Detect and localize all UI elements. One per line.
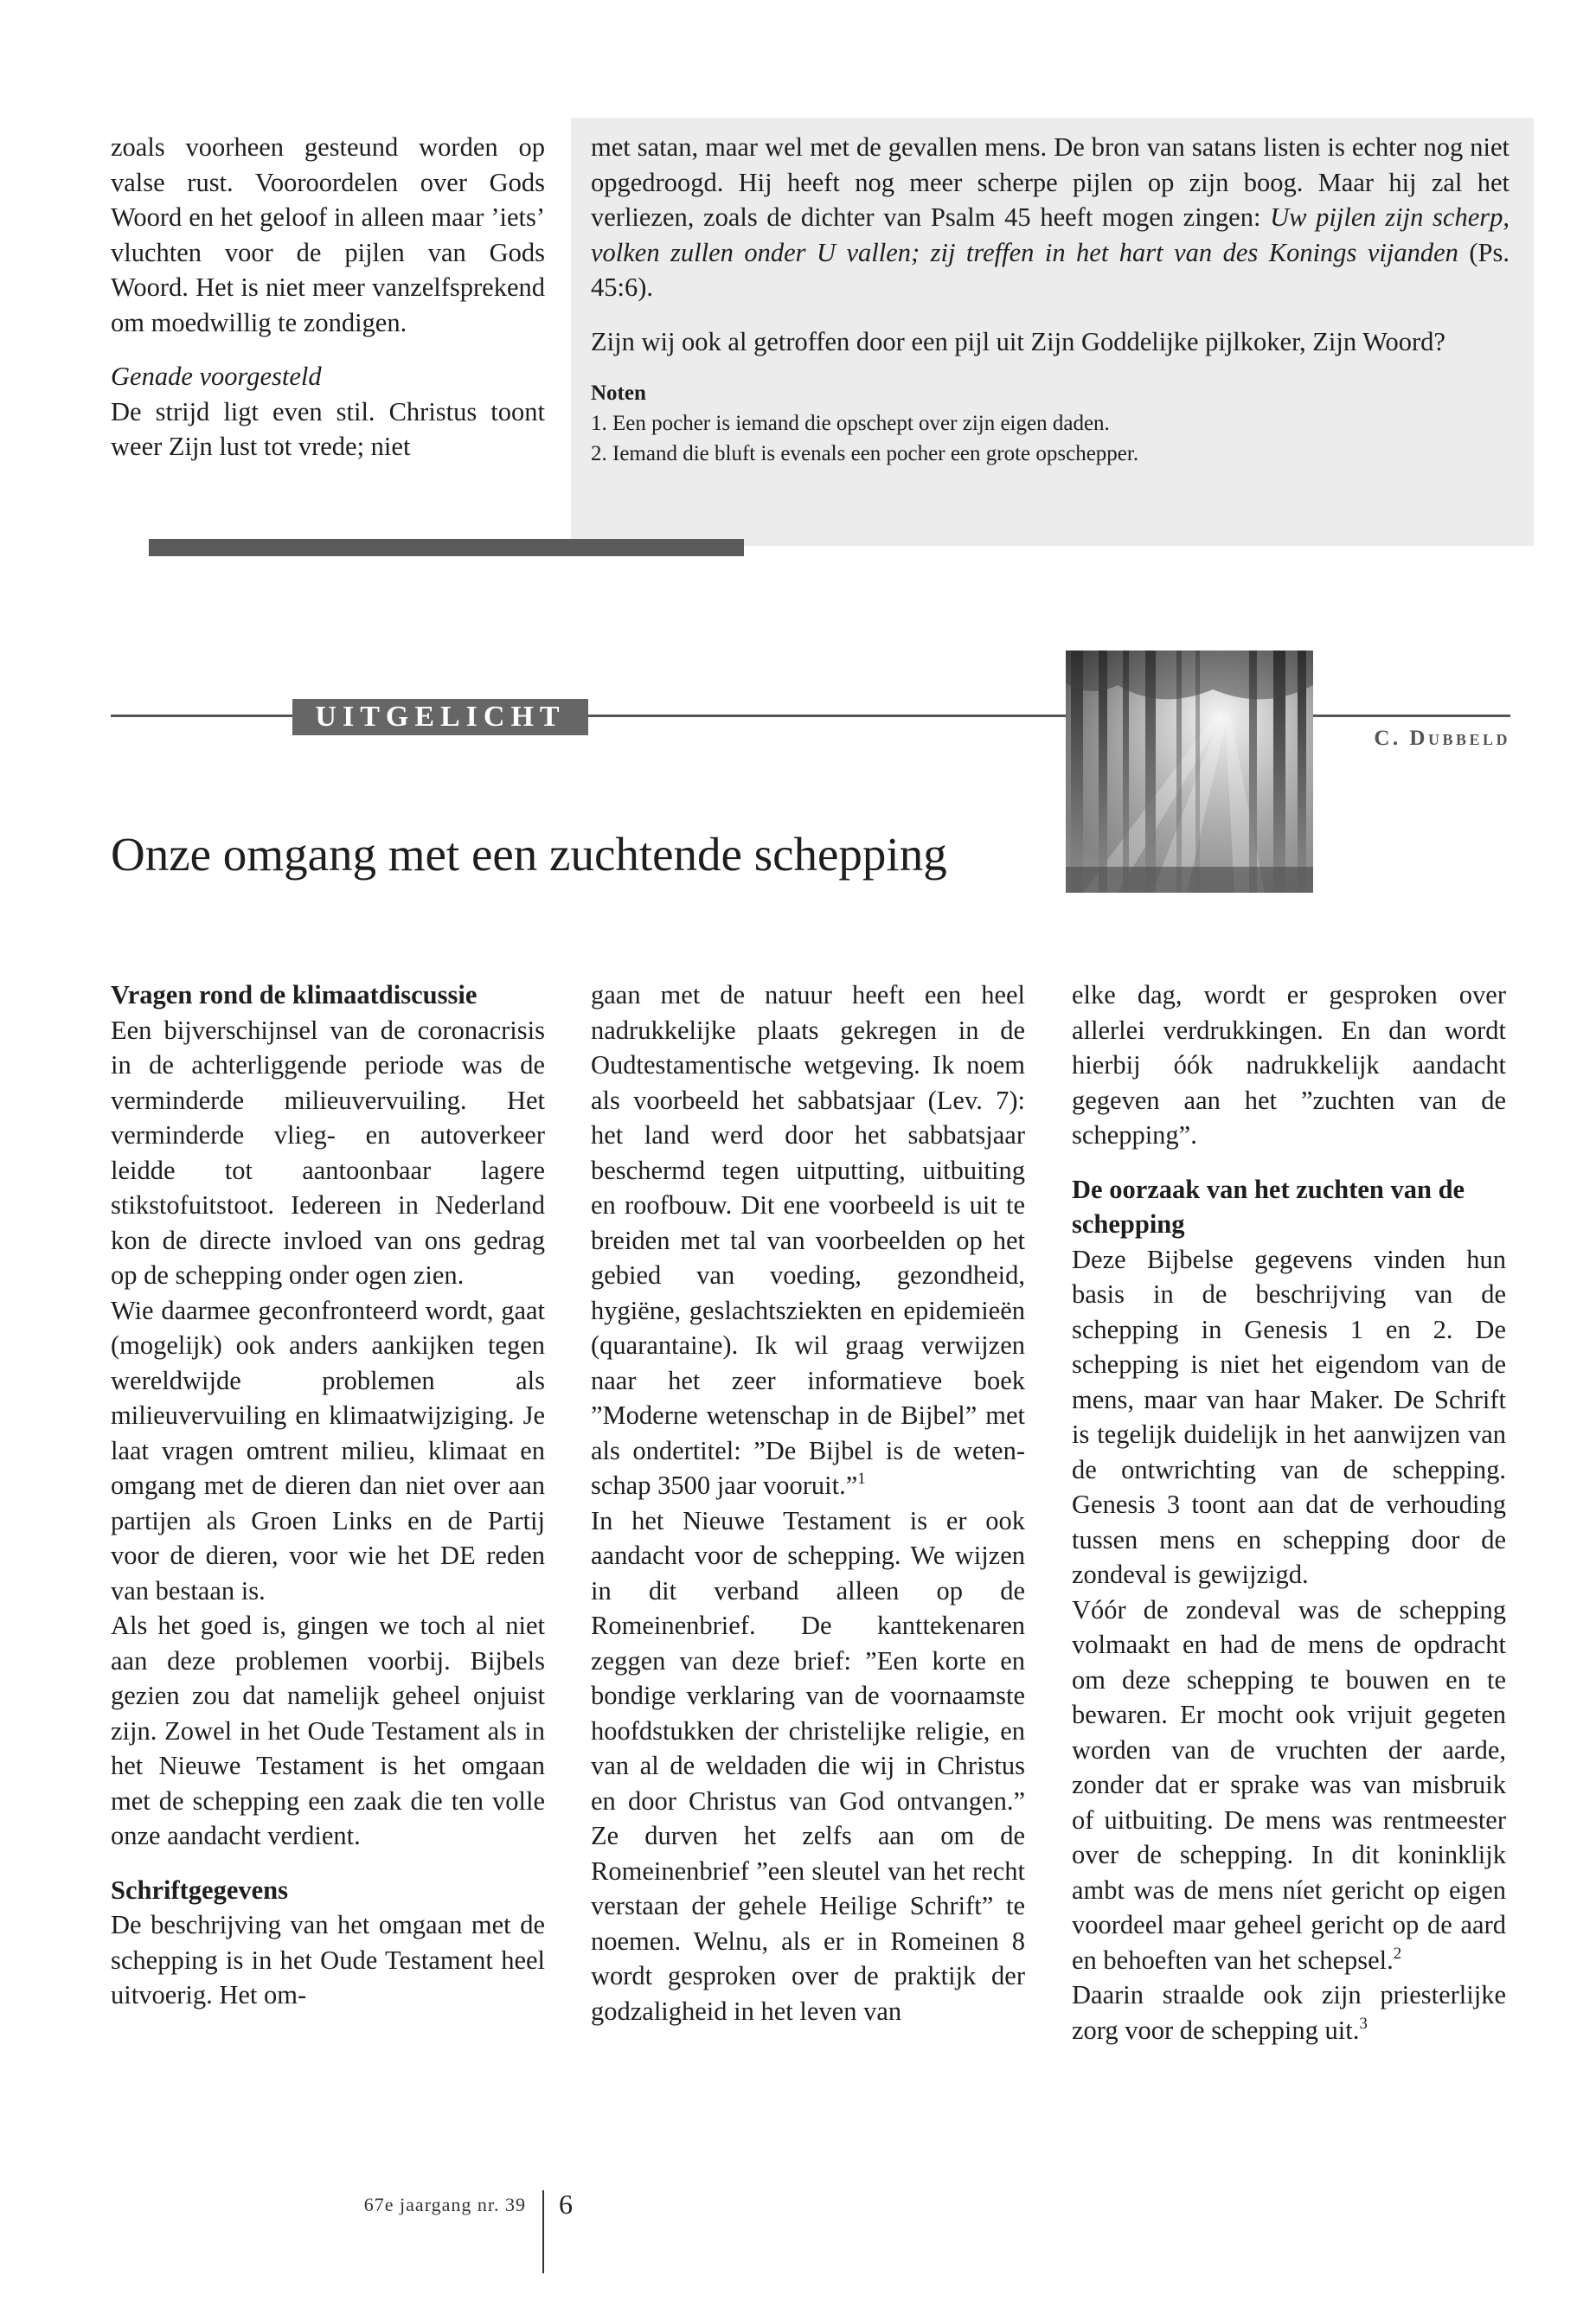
paragraph: De beschrijving van het omgaan met de schepping is in het Oude Testament heel uitvoerig. Het om- xyxy=(111,1910,545,2009)
paragraph xyxy=(1072,1593,1506,1978)
subheading-genade: Genade voorgesteld xyxy=(111,362,322,391)
heading-schriftgegevens: Schriftgegevens xyxy=(111,1875,288,1905)
paragraph: Deze Bijbelse gegevens vinden hun basis in de beschrijving van de schepping in Genesis 1 en 2. De schepping is niet het eigendom van de mens, maar van haar Maker. De Schrift is tegelijk duidelijk in het aanwijzen van de ontwrichting van de schepping. Genesis 3 toont aan dat de verhouding tussen mens en schepping door de zondeval is gewijzigd. xyxy=(1072,1244,1506,1589)
continuation-left-column xyxy=(111,130,545,465)
footer-divider xyxy=(542,2190,544,2273)
psalm-reference: (Ps. 45:6). xyxy=(591,237,1509,302)
paragraph: Wie daarmee geconfronteerd wordt, gaat (mogelijk) ook anders aankijken tegen wereldwijde problemen als milieuvervuiling en klimaatwijziging. Je laat vragen omtrent milieu, klimaat en omgang met de dieren dan niet over aan partijen als Groen Links en de Partij voor de dieren, voor wie het DE reden van bestaan is. xyxy=(111,1295,545,1606)
article-title: Onze omgang met een zuchtende schepping xyxy=(111,828,947,881)
column-3 xyxy=(1072,977,1506,2048)
footnote-ref-3: 3 xyxy=(1359,2014,1368,2033)
column-1 xyxy=(111,977,545,2013)
note-item: 1. Een pocher is iemand die opschept over zijn eigen daden. xyxy=(591,412,1110,435)
heading-oorzaak: De oorzaak van het zuchten van de schepping xyxy=(1072,1174,1465,1239)
author-name: C. Dubbeld xyxy=(1374,727,1510,750)
continuation-right-paragraph xyxy=(591,130,1509,305)
paragraph: Als het goed is, gingen we toch al niet aan deze problemen voorbij. Bijbels gezien zou dat namelijk geheel onjuist zijn. Zowel in het Oude Testament als in het Nieuwe Testament is het omgaan met de schepping een zaak die ten volle onze aandacht verdient. xyxy=(111,1611,545,1850)
paragraph-text: Vóór de zondeval was de schepping volmaakt en had de mens de opdracht om deze schepping te bouwen en te bewaren. Er mocht ook vrijuit gegeten worden van de vruchten der aarde, zonder dat er sprake was van misbruik of uitbuiting. De mens was rentmeester over de schepping. In dit koninklijk ambt was de mens níet gericht op eigen voordeel maar geheel gericht op de aard en behoeften van het schepsel. xyxy=(1072,1594,1506,1975)
continuation-question: Zijn wij ook al getroffen door een pijl uit Zijn Goddelijke pijlkoker, Zijn Woord? xyxy=(591,326,1445,356)
paragraph: elke dag, wordt er gesproken over allerlei verdrukkingen. En dan wordt hierbij óók nadrukkelijk aandacht gegeven aan het ”zuchten van de schepping”. xyxy=(1072,980,1506,1150)
paragraph-text: Daarin straalde ook zijn priesterlijke zorg voor de schepping uit. xyxy=(1072,1980,1506,2045)
paragraph xyxy=(1072,1977,1506,2048)
note-item: 2. Iemand die bluft is evenals een pocher een grote opschepper. xyxy=(591,442,1139,465)
forest-photo xyxy=(1066,651,1313,893)
continuation-paragraph-2: De strijd ligt even stil. Christus toont weer Zijn lust tot vrede; niet xyxy=(111,396,545,461)
decorative-bar xyxy=(149,539,744,556)
notes xyxy=(591,378,1509,469)
footnote-ref-2: 2 xyxy=(1393,1944,1402,1963)
page-number: 6 xyxy=(559,2189,573,2220)
heading-klimaatdiscussie: Vragen rond de klimaatdiscussie xyxy=(111,980,478,1009)
psalm-quote: Uw pijlen zijn scherp, volken zullen onder U vallen; zij treffen in het hart van des Konings vijanden xyxy=(591,202,1509,267)
column-2 xyxy=(591,977,1025,2029)
footnote-ref-1: 1 xyxy=(857,1470,866,1488)
section-label: UITGELICHT xyxy=(292,699,588,735)
continuation-right-column xyxy=(591,130,1509,469)
paragraph: In het Nieuwe Testament is er ook aandacht voor de schepping. We wijzen in dit verband alleen op de Romeinenbrief. De kanttekenaren zeggen van deze brief: ”Een korte en bondige verklaring van de voornaamste hoofdstukken der christelijke religie, en van al de weldaden die wij in Christus en door Christus van God ontvangen.” Ze durven het zelfs aan om de Romeinenbrief ”een sleutel van het recht verstaan der gehele Heilige Schrift” te noemen. Welnu, als er in Romeinen 8 wordt gesproken over de praktijk der godzaligheid in het leven van xyxy=(591,1505,1025,2026)
paragraph-text: met satan, maar wel met de gevallen mens. De bron van satans listen is echter nog niet opgedroogd. Hij heeft nog meer scherpe pijlen op zijn boog. Maar hij zal het verliezen, zoals de dichter van Psalm 45 heeft mogen zingen: xyxy=(591,132,1509,232)
issue-info: 67e jaargang nr. 39 xyxy=(363,2194,526,2215)
notes-title: Noten xyxy=(591,381,646,405)
continuation-paragraph: zoals voorheen gesteund worden op valse rust. Vooroordelen over Gods Woord en het geloof in alleen maar ’iets’ vluchten voor de pijlen van Gods Woord. Het is niet meer vanzelfsprekend om moedwillig te zondigen. xyxy=(111,132,545,337)
paragraph xyxy=(591,977,1025,1503)
paragraph-text: gaan met de natuur heeft een heel nadrukkelijke plaats gekregen in de Oudtestamentische wetgeving. Ik noem als voorbeeld het sabbatsjaar (Lev. 7): het land werd door het sabbatsjaar beschermd tegen uitputting, uitbuiting en roofbouw. Dit ene voorbeeld is uit te breiden met tal van voorbeelden op het gebied van voeding, gezondheid, hygiëne, geslachtsziekten en epidemieën (quarantaine). Ik wil graag verwijzen naar het zeer informatieve boek ”Moderne wetenschap in de Bijbel” met als ondertitel: ”De Bijbel is de wetenschap 3500 jaar vooruit.” xyxy=(591,980,1025,1500)
paragraph: Een bijverschijnsel van de coronacrisis in de achterliggende periode was de verminderde milieuvervuiling. Het verminderde vlieg- en autoverkeer leidde tot aantoonbaar lagere stikstofuitstoot. Iedereen in Nederland kon de directe invloed van ons gedrag op de schepping onder ogen zien. xyxy=(111,1015,545,1290)
